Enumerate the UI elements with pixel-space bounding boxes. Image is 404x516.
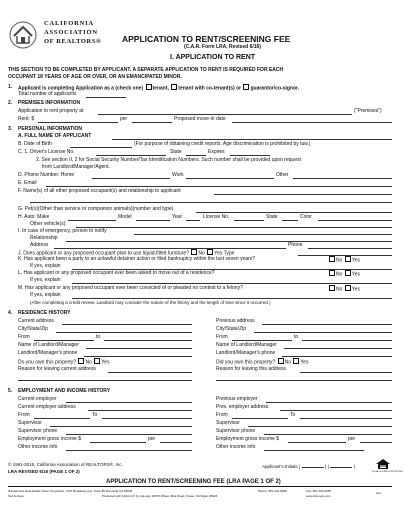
s3-auto-year-field[interactable] — [186, 220, 200, 221]
s5-current-employer-field[interactable] — [66, 402, 192, 403]
s5-prev-per-field[interactable] — [360, 442, 392, 443]
s5-current-supervisor-field[interactable] — [50, 426, 192, 427]
s3-relationship-label: Relationship — [30, 235, 58, 241]
s1-total-field[interactable] — [86, 97, 126, 98]
s3-l-options — [328, 270, 360, 278]
s4-prev-city-label: City/State/Zip — [216, 326, 247, 332]
form-reference: (C.A.R. Form LRA, Revised 6/16) — [184, 44, 261, 50]
s4-current-reason-label: Reason for leaving current address — [18, 366, 96, 372]
s5-prev-employer-label: Previous employer — [216, 396, 258, 402]
s5-prev-supervisor-label: Supervisor — [216, 420, 240, 426]
s3-j-no: No — [198, 250, 205, 257]
checkbox-felony-no[interactable] — [329, 285, 335, 291]
s3-m-yes: Yes — [351, 286, 360, 293]
s5-current-from-label: From — [18, 412, 30, 418]
s4-prev-to-field[interactable] — [302, 340, 392, 341]
s3-phone-home-label: D. Phone Number: Home — [18, 172, 75, 178]
s4-current-reason-field-2[interactable] — [18, 380, 192, 381]
s3-phone-other-label: Other — [276, 172, 289, 178]
s3-auto-license-field[interactable] — [234, 220, 264, 221]
s3-emergency-label: I. In case of emergency, person to notify — [18, 228, 107, 234]
s4-current-to-field[interactable] — [104, 340, 192, 341]
s4-current-landlord-label: Name of Landlord/Manager — [18, 342, 79, 348]
checkbox-prev-own-yes[interactable] — [293, 358, 299, 364]
s3-emergency-phone-label: Phone — [288, 242, 303, 248]
s4-prev-own-label: Did you own this property? — [216, 359, 276, 366]
s2-rent-field[interactable] — [38, 122, 118, 123]
s5-prev-to-field[interactable] — [300, 418, 392, 419]
footer-broker-address: Windermere Real Estate Tower Properties, 7107 Broadway Ave, Suite 86 Riverside CA 92506 — [8, 489, 133, 493]
s4-current-address-field[interactable] — [62, 324, 192, 325]
equal-housing-logo — [372, 458, 404, 476]
s3-auto-license-label: License No. — [203, 214, 230, 220]
s4-prev-landlord-field[interactable] — [284, 348, 392, 349]
s3-l-explain-field[interactable] — [72, 283, 392, 284]
logo-line-2: ASSOCIATION — [44, 29, 98, 36]
footer-agent: Ted Andrew — [8, 494, 24, 498]
eho-text: EQUAL HOUSING OPPORTUNITY — [372, 471, 404, 473]
s3-occupants-field-2[interactable] — [30, 202, 392, 203]
s3-auto-make-field[interactable] — [68, 220, 116, 221]
s3-j-text: J. Does applicant or any proposed occupant plan to use liquid-filled furniture? — [18, 250, 189, 257]
s4-prev-own — [216, 358, 309, 366]
s2-number: 2. — [8, 100, 13, 106]
s4-prev-city-field[interactable] — [254, 332, 392, 333]
s4-current-own-label: Do you own this property? — [18, 359, 77, 366]
checkbox-guarantor[interactable] — [243, 84, 249, 90]
s3-license-label: C. 1. Driver's License No. — [18, 149, 75, 155]
s3-auto-color-label: Color — [300, 214, 312, 220]
form-title: APPLICATION TO RENT/SCREENING FEE — [122, 34, 291, 44]
logo-line-3: OF REALTORS® — [44, 38, 102, 45]
s5-prev-to-label: To — [290, 412, 296, 418]
s3-dob-field[interactable] — [70, 147, 132, 148]
checkbox-current-own-yes[interactable] — [94, 358, 100, 364]
s4-current-own-no: No — [85, 359, 92, 366]
intro-line-2: OCCUPANT 18 YEARS OF AGE OR OVER, OR AN EMANCIPATED MINOR. — [8, 74, 182, 80]
s5-current-income-label: Employment gross income $ — [18, 436, 82, 442]
s3-license-expires-field[interactable] — [230, 155, 270, 156]
s4-prev-reason-field-2[interactable] — [216, 380, 392, 381]
footer-page-title: APPLICATION TO RENT/SCREENING FEE (LRA PAGE 1 OF 2) — [106, 479, 281, 485]
footer-zipform: Produced with zipForm® by zipLogix 18070 Fifteen Mile Road, Fraser, Michigan 48026 — [102, 494, 218, 498]
s3-m-text: M. Has applicant or any proposed occupant ever been convicted of or pleaded no contest to a felony? — [18, 285, 243, 291]
s4-prev-reason-field[interactable] — [300, 372, 392, 373]
checkbox-moveout-no[interactable] — [329, 270, 335, 276]
car-logo — [8, 18, 108, 52]
s4-current-to-label: to — [96, 334, 101, 340]
s4-current-own-yes: Yes — [101, 359, 110, 366]
s4-prev-own-yes: Yes — [300, 359, 309, 366]
s5-current-supervisor-label: Supervisor — [18, 420, 42, 426]
checkbox-furniture-no[interactable] — [191, 249, 197, 255]
s3-k-explain-label: If yes, explain — [30, 263, 61, 269]
s3-auto-model-field[interactable] — [136, 220, 170, 221]
s3-full-name-field[interactable] — [112, 139, 392, 140]
s2-rent-label: Rent: $ — [18, 116, 35, 122]
s2-title: PREMISES INFORMATION — [18, 100, 81, 106]
checkbox-detainer-no[interactable] — [329, 256, 335, 262]
s5-current-income-field[interactable] — [90, 442, 146, 443]
s5-current-per-field[interactable] — [160, 442, 192, 443]
checkbox-prev-own-no[interactable] — [278, 358, 284, 364]
s5-prev-employer-field[interactable] — [266, 402, 392, 403]
s3-license-expires-label: Expires — [208, 149, 225, 155]
intro-line-1: THIS SECTION TO BE COMPLETED BY APPLICANT. A SEPARATE APPLICATION TO RENT IS REQUIRED FOR EACH — [8, 67, 284, 73]
s3-full-name-label: A. FULL NAME OF APPLICANT — [18, 133, 92, 139]
s5-prev-supervisor-field[interactable] — [248, 426, 392, 427]
s4-prev-reason-label: Reason for leaving this address — [216, 366, 287, 372]
s3-auto-make-label: H. Auto: Make — [18, 214, 50, 220]
s5-current-supervisor-phone-field[interactable] — [66, 434, 192, 435]
logo-line-1: CALIFORNIA — [44, 20, 94, 27]
checkbox-furniture-yes[interactable] — [207, 249, 213, 255]
s1-opt-cotenant: tenant with co-tenant(s) or — [178, 85, 242, 92]
s3-license-state-label: State — [170, 149, 182, 155]
s4-current-landlord-phone-label: Landlord/Manager's phone — [18, 350, 78, 356]
s5-prev-supervisor-phone-field[interactable] — [264, 434, 392, 435]
s4-title: RESIDENCE HISTORY — [18, 310, 71, 316]
s5-prev-per-label: per — [348, 436, 356, 442]
s4-prev-address-label: Previous address — [216, 318, 255, 324]
s3-auto-year-label: Year — [172, 214, 183, 220]
equal-housing-icon — [375, 458, 391, 470]
s5-current-employer-label: Current employer — [18, 396, 57, 402]
s1-text: Applicant is completing Application as a (check one) — [18, 85, 144, 92]
s5-prev-employer-address-label: Prev. employer address — [216, 404, 269, 410]
s4-current-reason-field[interactable] — [108, 372, 192, 373]
footer-file-name: test — [376, 491, 381, 495]
s3-auto-model-label: Model — [118, 214, 132, 220]
footer-website: www.zipLogix.com — [306, 494, 331, 498]
s5-prev-income-label: Employment gross income $ — [216, 436, 280, 442]
s4-current-from-label: From — [18, 334, 30, 340]
s2-property-label: Application to rent property at — [18, 108, 84, 114]
s5-current-per-label: per — [148, 436, 156, 442]
initials-sep: ) ( — [324, 464, 330, 469]
footer-broker-line — [8, 489, 132, 493]
initials-field-2[interactable] — [330, 463, 352, 468]
s1-total-label: Total number of applicants — [18, 91, 77, 97]
s5-prev-income-field[interactable] — [288, 442, 346, 443]
s5-prev-other-income-label: Other income info — [216, 444, 256, 450]
s4-prev-address-field[interactable] — [262, 324, 392, 325]
s3-j-yes-type: Yes Type — [214, 250, 235, 257]
s3-relationship-field[interactable] — [66, 241, 392, 242]
s3-emergency-field[interactable] — [134, 234, 392, 235]
checkbox-moveout-yes[interactable] — [345, 270, 351, 276]
s3-title: PERSONAL INFORMATION — [18, 126, 82, 132]
s4-current-landlord-field[interactable] — [86, 348, 192, 349]
s4-prev-from-label: From — [216, 334, 228, 340]
s3-dob-label: B. Date of Birth — [18, 141, 52, 147]
s5-current-to-field[interactable] — [102, 418, 192, 419]
s3-ssn-note-2: from Landlord/Manager/Agent. — [42, 164, 110, 170]
s5-prev-from-label: From — [216, 412, 228, 418]
checkbox-felony-yes[interactable] — [345, 285, 351, 291]
s3-m-explain-field[interactable] — [72, 298, 392, 299]
initials-label: Applicant's Initials ( — [262, 464, 301, 469]
s3-felony-note: (After completing a credit review, Landlord may consider the nature of the felony and the length of time since it occurred.) — [30, 300, 271, 305]
s5-prev-from-field[interactable] — [232, 418, 288, 419]
s5-prev-employer-address-field[interactable] — [280, 410, 392, 411]
s3-other-vehicle-field[interactable] — [76, 227, 392, 228]
s5-prev-supervisor-phone-label: Supervisor phone — [216, 428, 256, 434]
s3-l-text: L. Has applicant or any proposed occupant ever been asked to move out of a residence? — [18, 270, 215, 276]
s5-title: EMPLOYMENT AND INCOME HISTORY — [18, 388, 111, 394]
s3-number: 3. — [8, 126, 13, 132]
s3-auto-color-field[interactable] — [318, 220, 392, 221]
s2-per-label: per — [120, 116, 128, 122]
s3-l-explain-label: If yes, explain — [30, 277, 61, 283]
s2-movein-label: Proposed move-in date — [174, 116, 226, 122]
s5-prev-other-income-field[interactable] — [264, 450, 364, 451]
s3-pets-label: G. Pet(s)(Other than service or companion animals)(number and type) — [18, 206, 174, 212]
s3-occupants-field[interactable] — [214, 194, 392, 195]
s5-current-to-label: To — [92, 412, 98, 418]
footer-copyright: © 1991-2016, California Association of REALTORS®, Inc. — [8, 462, 123, 467]
s3-m-options — [328, 285, 360, 293]
house-logo-icon — [8, 20, 38, 50]
s3-k-yes: Yes — [351, 257, 360, 264]
checkbox-detainer-yes[interactable] — [345, 256, 351, 262]
s3-email-label: E. Email — [18, 180, 37, 186]
s4-prev-to-label: to — [294, 334, 299, 340]
s4-prev-landlord-label: Name of Landlord/Manager — [216, 342, 277, 348]
s3-k-no: No — [336, 257, 343, 264]
s3-l-no: No — [336, 271, 343, 278]
footer-revised: LRA REVISED 6/16 (PAGE 1 OF 2) — [8, 469, 80, 474]
s4-number: 4. — [8, 310, 13, 316]
s3-k-text: K. Has applicant been a party to an unlawful detainer action or filed bankruptcy within the last seven years? — [18, 256, 256, 262]
s3-other-vehicle-label: Other vehicle(s): — [30, 221, 67, 227]
s4-prev-from-field[interactable] — [232, 340, 292, 341]
checkbox-current-own-no[interactable] — [78, 358, 84, 364]
s3-ssn-note-1: 2. See section II, 2 for Social Security Number/Tax Identification Numbers. Such number shall be provided upon request — [36, 157, 301, 163]
s2-premises: ("Premises") — [354, 108, 382, 114]
s4-current-from-field[interactable] — [34, 340, 94, 341]
s3-phone-other-field[interactable] — [293, 178, 392, 179]
s3-email-field[interactable] — [46, 186, 392, 187]
s3-phone-work-label: Work — [172, 172, 184, 178]
s1-opt-tenant: tenant, — [152, 85, 169, 92]
s3-dob-note: (For purpose of obtaining credit reports. Age discrimination is prohibited by law.) — [134, 141, 311, 147]
s4-current-city-field[interactable] — [56, 332, 192, 333]
s3-auto-state-label: State — [266, 214, 278, 220]
s4-current-city-label: City/State/Zip — [18, 326, 49, 332]
s3-license-field[interactable] — [96, 155, 166, 156]
s3-m-no: No — [336, 286, 343, 293]
footer-broker-phone: Phone: 951.234.5698 — [258, 489, 287, 493]
s3-m-explain-label: If yes, explain — [30, 292, 61, 298]
s4-prev-landlord-phone-label: Landlord/Manager's phone — [216, 350, 276, 356]
s4-prev-landlord-phone-field[interactable] — [282, 356, 392, 357]
s4-current-landlord-phone-field[interactable] — [84, 356, 192, 357]
s2-property-field[interactable] — [98, 114, 352, 115]
s5-current-employer-address-label: Current employer address — [18, 404, 76, 410]
s4-current-own — [18, 358, 109, 366]
s5-current-other-income-field[interactable] — [66, 450, 192, 451]
section-title: I. APPLICATION TO RENT — [170, 54, 256, 61]
s3-emergency-phone-field[interactable] — [308, 248, 392, 249]
footer-broker-fax: Fax: 951.482.6258 — [306, 489, 332, 493]
s3-auto-state-field[interactable] — [282, 220, 298, 221]
footer-initials — [262, 463, 355, 470]
s2-per-field[interactable] — [132, 122, 172, 123]
initials-close: ) — [353, 464, 356, 469]
initials-field-1[interactable] — [302, 463, 324, 468]
checkbox-tenant[interactable] — [146, 84, 152, 90]
s3-occupants-label: F. Name(s) of all other proposed occupant(s) and relationship to applicant — [18, 188, 181, 194]
s5-current-supervisor-phone-label: Supervisor phone — [18, 428, 58, 434]
s3-pets-field[interactable] — [196, 212, 392, 213]
s1-opt-guarantor: guarantor/co-signor. — [250, 85, 300, 92]
s5-number: 5. — [8, 388, 13, 394]
checkbox-cotenant[interactable] — [171, 84, 177, 90]
s1-number: 1. — [8, 84, 13, 90]
s5-current-other-income-label: Other income info — [18, 444, 58, 450]
s3-l-yes: Yes — [351, 271, 360, 278]
footer-divider — [8, 486, 392, 487]
s5-current-from-field[interactable] — [34, 418, 90, 419]
s5-current-employer-address-field[interactable] — [88, 410, 192, 411]
s3-phone-work-field[interactable] — [186, 178, 274, 179]
s3-phone-home-field[interactable] — [92, 178, 170, 179]
s4-current-address-label: Current address — [18, 318, 54, 324]
s2-movein-field[interactable] — [232, 122, 392, 123]
s4-prev-own-no: No — [284, 359, 291, 366]
s3-license-state-field[interactable] — [186, 155, 206, 156]
s3-k-options — [328, 256, 360, 264]
s3-address-label: Address — [30, 242, 49, 248]
